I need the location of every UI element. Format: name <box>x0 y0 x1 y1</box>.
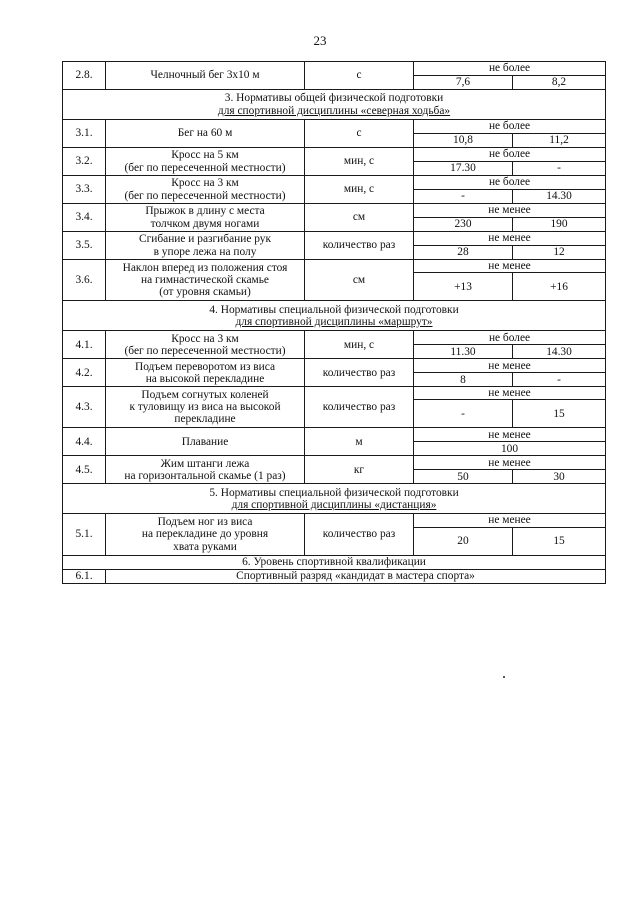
exercise-name-line: Кросс на 3 км <box>171 177 239 190</box>
section-title-subline: для спортивной дисциплины «северная ходьба» <box>217 104 451 117</box>
table-row <box>63 569 606 583</box>
exercise-name <box>106 120 305 148</box>
section-title <box>63 555 606 569</box>
value-2: +16 <box>513 273 606 301</box>
row-number: 3.2. <box>63 148 106 176</box>
unit: с <box>305 62 414 90</box>
row-number: 2.8. <box>63 62 106 90</box>
exercise-name <box>106 176 305 204</box>
row-number: 4.1. <box>63 331 106 359</box>
exercise-name-line: Кросс на 5 км <box>171 149 239 162</box>
row-number: 5.1. <box>63 514 106 555</box>
section-title-line: 5. Нормативы специальной физической подготовки <box>209 486 459 499</box>
exercise-name-line: Сгибание и разгибание рук <box>139 233 271 246</box>
value-1: 230 <box>414 218 513 232</box>
table-row <box>63 456 606 470</box>
unit: м <box>305 428 414 456</box>
table-row <box>63 232 606 246</box>
section-title <box>63 484 606 514</box>
exercise-name <box>106 260 305 301</box>
section-title <box>63 301 606 331</box>
value-1: 20 <box>414 527 513 555</box>
criterion: не менее <box>414 232 606 246</box>
exercise-name <box>106 428 305 456</box>
exercise-name-line: Наклон вперед из положения стоя <box>122 261 288 274</box>
exercise-name <box>106 62 305 90</box>
unit: мин, с <box>305 148 414 176</box>
table-row <box>63 331 606 345</box>
unit: см <box>305 260 414 301</box>
table-row <box>63 260 606 273</box>
unit: с <box>305 120 414 148</box>
value-2: 8,2 <box>513 76 606 90</box>
table-row <box>63 120 606 134</box>
exercise-name-line: на высокой перекладине <box>145 372 265 385</box>
exercise-name-line: Подъем переворотом из виса <box>134 360 276 373</box>
exercise-name-line: на горизонтальной скамье (1 раз) <box>124 469 286 482</box>
criterion: не менее <box>414 387 606 400</box>
criterion: не более <box>414 176 606 190</box>
value-1: - <box>414 190 513 204</box>
value-1: 11.30 <box>414 345 513 359</box>
criterion: не менее <box>414 514 606 527</box>
exercise-name-line: хвата руками <box>173 540 237 553</box>
exercise-name-line: (от уровня скамьи) <box>159 286 251 299</box>
criterion: не более <box>414 62 606 76</box>
section-title-line: 4. Нормативы специальной физической подготовки <box>209 303 459 316</box>
row-number: 4.4. <box>63 428 106 456</box>
exercise-name <box>106 456 305 484</box>
exercise-name-line: Подъем согнутых коленей <box>141 389 269 401</box>
exercise-name-line: к туловищу из виса на высокой <box>129 401 281 414</box>
row-number: 4.5. <box>63 456 106 484</box>
table-row <box>63 62 606 76</box>
row-number: 4.3. <box>63 387 106 428</box>
value-2: - <box>513 162 606 176</box>
unit: количество раз <box>305 514 414 555</box>
unit: количество раз <box>305 359 414 387</box>
value-1: - <box>414 400 513 428</box>
exercise-name-line: (бег по пересеченной местности) <box>124 344 286 357</box>
row-number: 3.3. <box>63 176 106 204</box>
exercise-name-line: (бег по пересеченной местности) <box>124 189 286 202</box>
exercise-name-line: на гимнастической скамье <box>141 274 269 286</box>
unit: количество раз <box>305 387 414 428</box>
exercise-name-line: Жим штанги лежа <box>160 457 250 470</box>
criterion: не менее <box>414 260 606 273</box>
section-title <box>63 90 606 120</box>
row-text: Спортивный разряд «кандидат в мастера спорта» <box>106 569 606 583</box>
unit: см <box>305 204 414 232</box>
stray-dot-mark <box>503 676 505 678</box>
exercise-name-line: на перекладине до уровня <box>141 528 269 541</box>
section-row <box>63 484 606 514</box>
value-2: - <box>513 373 606 387</box>
exercise-name-line: в упоре лежа на полу <box>153 245 257 258</box>
table-row <box>63 204 606 218</box>
row-number: 3.5. <box>63 232 106 260</box>
value-2: 12 <box>513 246 606 260</box>
value-2: 14.30 <box>513 345 606 359</box>
unit: кг <box>305 456 414 484</box>
criterion: не более <box>414 148 606 162</box>
table-row <box>63 176 606 190</box>
section-title-line: 3. Нормативы общей физической подготовки <box>224 92 444 105</box>
table-row <box>63 148 606 162</box>
criterion: не менее <box>414 428 606 442</box>
value-1: 17.30 <box>414 162 513 176</box>
table-row <box>63 387 606 400</box>
value-2: 30 <box>513 470 606 484</box>
exercise-name-line: Прыжок в длину с места <box>145 205 265 218</box>
exercise-name <box>106 359 305 387</box>
section-row <box>63 555 606 569</box>
value-1: 28 <box>414 246 513 260</box>
value-1: 10,8 <box>414 134 513 148</box>
criterion: не менее <box>414 204 606 218</box>
row-number: 6.1. <box>63 569 106 583</box>
criterion: не более <box>414 120 606 134</box>
table-row <box>63 428 606 442</box>
criterion: не менее <box>414 456 606 470</box>
criterion: не менее <box>414 359 606 373</box>
row-number: 4.2. <box>63 359 106 387</box>
exercise-name-line: Плавание <box>181 435 229 448</box>
section-title-line: 6. Уровень спортивной квалификации <box>242 556 426 568</box>
exercise-name-line: перекладине <box>174 413 236 426</box>
row-number: 3.6. <box>63 260 106 301</box>
exercise-name-line: Бег на 60 м <box>177 127 233 140</box>
row-number: 3.1. <box>63 120 106 148</box>
value-1: 8 <box>414 373 513 387</box>
exercise-name-line: Челночный бег 3х10 м <box>150 69 260 82</box>
exercise-name-line: (бег по пересеченной местности) <box>124 161 286 174</box>
exercise-name <box>106 232 305 260</box>
value-2: 190 <box>513 218 606 232</box>
value-2: 14.30 <box>513 190 606 204</box>
exercise-name-line: Кросс на 3 км <box>171 332 239 345</box>
exercise-name-line: Подъем ног из виса <box>157 516 253 529</box>
value-1: 7,6 <box>414 76 513 90</box>
unit: мин, с <box>305 176 414 204</box>
value-1: 50 <box>414 470 513 484</box>
table-row <box>63 514 606 527</box>
section-row <box>63 301 606 331</box>
value-2: 11,2 <box>513 134 606 148</box>
exercise-name <box>106 387 305 428</box>
value-2: 15 <box>513 527 606 555</box>
section-title-subline: для спортивной дисциплины «маршрут» <box>235 315 433 328</box>
row-number: 3.4. <box>63 204 106 232</box>
unit: количество раз <box>305 232 414 260</box>
value-1: +13 <box>414 273 513 301</box>
unit: мин, с <box>305 331 414 359</box>
section-row <box>63 90 606 120</box>
section-title-subline: для спортивной дисциплины «дистанция» <box>231 498 437 511</box>
value-2: 15 <box>513 400 606 428</box>
page-number: 23 <box>313 33 327 48</box>
exercise-name <box>106 331 305 359</box>
value-merged: 100 <box>414 442 606 456</box>
exercise-name <box>106 148 305 176</box>
criterion: не более <box>414 331 606 345</box>
exercise-name <box>106 514 305 555</box>
exercise-name <box>106 204 305 232</box>
table-row <box>63 359 606 373</box>
norms-table <box>62 61 606 584</box>
exercise-name-line: толчком двумя ногами <box>150 217 260 230</box>
